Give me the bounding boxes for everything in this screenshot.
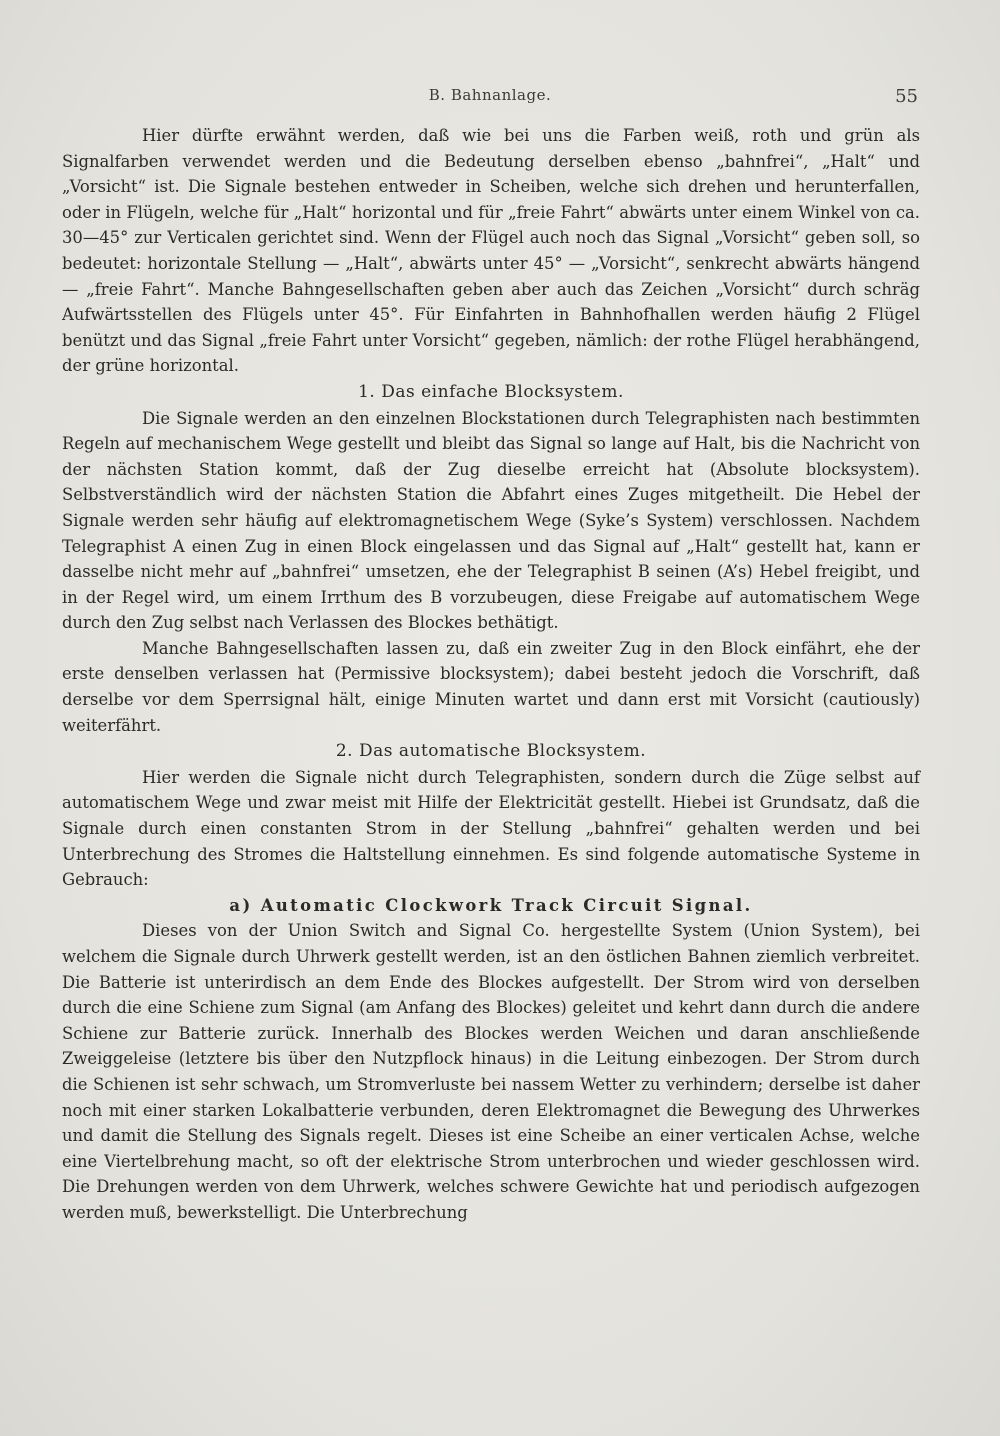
running-title: B. Bahnanlage. [428,86,552,104]
sub-heading-clockwork-signal: a) Automatic Clockwork Track Circuit Signal. [229,895,753,915]
section-heading-simple-block-system: 1. Das einfache Blocksystem. [358,381,624,402]
paragraph-simple-block-system: Die Signale werden an den einzelnen Blockstationen durch Telegraphisten nach bestimmten Regeln auf mechanischem Wege gestellt und bleibt das Signal so lange auf Halt, bis die Nachricht von der nächsten Station kommt, daß der Zug dieselbe erreicht hat (Absolute blocksystem). Selbstverständlich wird der nächsten Station die Abfahrt eines Zuges mitgetheilt. Die Hebel der Signale werden sehr häufig auf elektromagnetischem Wege (Syke’s System) verschlossen. Nachdem Telegraphist A einen Zug in einen Block eingelassen und das Signal auf „Halt“ gestellt hat, kann er dasselbe nicht mehr auf „bahnfrei“ umsetzen, ehe der Telegraphist B seinen (A’s) Hebel freigibt, und in der Regel wird, um einem Irrthum des B vorzubeugen, diese Freigabe auf automatischem Wege durch den Zug selbst nach Verlassen des Blockes bethätigt. [62,408,920,633]
running-head [62,86,918,110]
paragraph-permissive-block-system: Manche Bahngesellschaften lassen zu, daß ein zweiter Zug in den Block einfährt, ehe der erste denselben verlassen hat (Permissive blocksystem); dabei besteht jedoch die Vorschrift, daß derselbe vor dem Sperrsignal hält, einige Minuten wartet und dann erst mit Vorsicht (cautiously) weiterfährt. [62,638,920,735]
paragraph-union-system: Dieses von der Union Switch and Signal Co. hergestellte System (Union System), bei welchem die Signale durch Uhrwerk gestellt werden, ist an den östlichen Bahnen ziemlich verbreitet. Die Batterie ist unterirdisch an dem Ende des Blockes aufgestellt. Der Strom wird von derselben durch die eine Schiene zum Signal (am Anfang des Blockes) geleitet und kehrt dann durch die andere Schiene zur Batterie zurück. Innerhalb des Blockes werden Weichen und daran anschließende Zweiggeleise (letztere bis über den Nutzpflock hinaus) in die Leitung einbezogen. Der Strom durch die Schienen ist sehr schwach, um Stromverluste bei nassem Wetter zu verhindern; derselbe ist daher noch mit einer starken Lokalbatterie verbunden, deren Elektromagnet die Bewegung des Uhrwerkes und damit die Stellung des Signals regelt. Dieses ist eine Scheibe an einer verticalen Achse, welche eine Viertelbrehung macht, so oft der elektrische Strom unterbrochen und wieder geschlossen wird. Die Drehungen werden von dem Uhrwerk, welches schwere Gewichte hat und periodisch aufgezogen werden muß, bewerkstelligt. Die Unterbrechung [62,921,920,1222]
section-heading-automatic-block-system: 2. Das automatische Blocksystem. [335,741,647,762]
paragraph-automatic-block-system: Hier werden die Signale nicht durch Telegraphisten, sondern durch die Züge selbst auf automatischem Wege und zwar meist mit Hilfe der Elektricität gestellt. Hiebei ist Grundsatz, daß die Signale durch einen constanten Strom in der Stellung „bahnfrei“ gehalten werden und bei Unterbrechung des Stromes die Haltstellung einnehmen. Es sind folgende automatische Systeme in Gebrauch: [62,767,920,890]
page-number: 55 [895,86,918,107]
body-text [62,123,920,1226]
paragraph-signal-colors: Hier dürfte erwähnt werden, daß wie bei uns die Farben weiß, roth und grün als Signalfarben verwendet werden und die Bedeutung derselben ebenso „bahnfrei“, „Halt“ und „Vorsicht“ ist. Die Signale bestehen entweder in Scheiben, welche sich drehen und herunterfallen, oder in Flügeln, welche für „Halt“ horizontal und für „freie Fahrt“ abwärts unter einem Winkel von ca. 30—45° zur Verticalen gerichtet sind. Wenn der Flügel auch noch das Signal „Vorsicht“ geben soll, so bedeutet: horizontale Stellung — „Halt“, abwärts unter 45° — „Vorsicht“, senkrecht abwärts hängend — „freie Fahrt“. Manche Bahngesellschaften geben aber auch das Zeichen „Vorsicht“ durch schräg Aufwärtsstellen des Flügels unter 45°. Für Einfahrten in Bahnhofhallen werden häufig 2 Flügel benützt und das Signal „freie Fahrt unter Vorsicht“ gegeben, nämlich: der rothe Flügel herabhängend, der grüne horizontal. [62,126,920,376]
